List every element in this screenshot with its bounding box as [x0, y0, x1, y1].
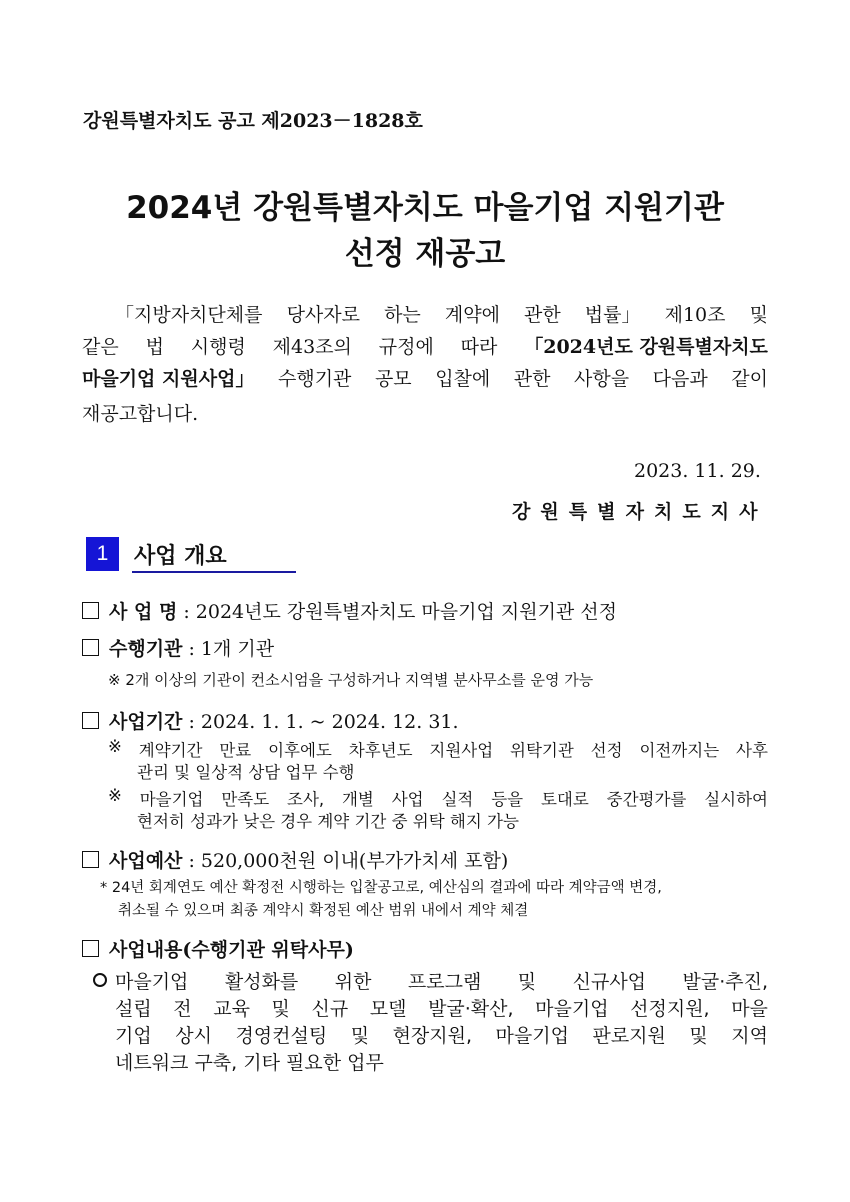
note-word: 지원사업 — [429, 741, 494, 760]
checkbox-square-icon — [82, 940, 99, 957]
period-note2-line1 — [108, 786, 768, 810]
contents-line-1 — [115, 967, 768, 994]
note-word: 등을 — [491, 790, 524, 809]
intro-word: 제10조 — [664, 304, 726, 326]
content-word: 설립 — [115, 998, 152, 1020]
content-word: 마을 — [731, 998, 768, 1020]
item-value: 2024. 1. 1. ~ 2024. 12. 31. — [200, 711, 459, 733]
checkbox-square-icon — [82, 851, 99, 868]
content-word: 신규사업 — [572, 971, 647, 993]
intro-word: 계약에 — [444, 304, 500, 326]
period-note2-line2: 현저히 성과가 낮은 경우 계약 기간 중 위탁 해지 가능 — [137, 812, 519, 831]
checkbox-square-icon — [82, 639, 99, 656]
content-word: 및 — [350, 1025, 370, 1047]
checkbox-square-icon — [82, 602, 99, 619]
content-word: 발굴‧확산, — [428, 998, 514, 1020]
agency-note: ※ 2개 이상의 기관이 컨소시엄을 구성하거나 지역별 분사무소를 운영 가능 — [108, 671, 594, 689]
document-title-line1: 2024년 강원특별자치도 마을기업 지원기관 — [126, 190, 724, 226]
contents-line-2 — [115, 994, 768, 1021]
section-underline — [132, 571, 296, 573]
budget-note-line1: * 24년 회계연도 예산 확정전 시행하는 입찰공고로, 예산심의 결과에 따라 계약금액 변경, — [100, 880, 662, 896]
item-label: 사 업 명 — [109, 601, 178, 623]
note-word: 중간평가를 — [606, 790, 687, 809]
item-budget — [82, 846, 508, 873]
content-word: 판로지원 — [592, 1025, 666, 1047]
item-label: 사업기간 — [109, 711, 183, 733]
note-word: 조사, — [287, 790, 325, 809]
content-word: 경영컨설팅 — [235, 1025, 328, 1047]
signatory-char: 별 — [597, 501, 616, 523]
content-word: 기업 — [115, 1025, 152, 1047]
content-word: 마을기업 — [115, 971, 189, 993]
item-agency — [82, 634, 274, 661]
signatory-char: 지 — [710, 501, 730, 523]
item-separator: : — [182, 638, 201, 660]
intro-word: 수행기관 — [277, 368, 352, 390]
content-word: 위한 — [334, 971, 372, 993]
intro-word: 및 — [749, 304, 768, 326]
intro-word: 따라 — [460, 336, 498, 358]
circle-bullet-icon — [93, 973, 107, 987]
signatory-char: 원 — [540, 501, 559, 523]
note-word: 사업 — [391, 790, 424, 809]
item-separator: : — [177, 601, 196, 623]
content-word: 활성화를 — [224, 971, 299, 993]
document-title-line2: 선정 재공고 — [344, 236, 506, 272]
intro-word: 같은 — [82, 336, 119, 358]
note-word: ※ — [108, 737, 122, 756]
intro-word: 같이 — [731, 368, 768, 390]
section-title: 사업 개요 — [134, 544, 227, 569]
note-word: 계약기간 — [138, 741, 203, 760]
item-label: 사업내용(수행기관 위탁사무) — [109, 939, 354, 961]
content-word: 현장지원, — [392, 1025, 473, 1047]
note-word: 실시하여 — [704, 790, 768, 809]
note-word: ※ — [108, 786, 122, 805]
note-word: 마을기업 — [139, 790, 204, 809]
signatory-char: 치 — [653, 501, 673, 523]
signatory-char: 자 — [625, 501, 644, 523]
note-word: 만족도 — [221, 790, 270, 809]
content-word: 마을기업 — [495, 1025, 569, 1047]
note-word: 차후년도 — [348, 741, 413, 760]
content-word: 및 — [517, 971, 537, 993]
content-word: 프로그램 — [407, 971, 482, 993]
signatory — [512, 497, 768, 524]
item-label: 사업예산 — [109, 850, 183, 872]
note-word: 토대로 — [540, 790, 589, 809]
note-word: 이후에도 — [268, 741, 332, 760]
item-value: 520,000천원 이내(부가가치세 포함) — [200, 850, 509, 872]
budget-note-line2: 취소될 수 있으며 최종 계약시 확정된 예산 범위 내에서 계약 체결 — [118, 903, 529, 919]
item-value: 2024년도 강원특별자치도 마을기업 지원기관 선정 — [195, 601, 618, 623]
intro-line-1 — [115, 300, 768, 327]
content-word: 지역 — [731, 1025, 768, 1047]
intro-word: 관한 — [524, 304, 561, 326]
period-note1-line2: 관리 및 일상적 상담 업무 수행 — [137, 763, 355, 782]
signatory-char: 사 — [739, 501, 758, 523]
intro-word: 관한 — [513, 368, 551, 390]
signatory-char: 도 — [682, 501, 701, 523]
item-value: 1개 기관 — [200, 638, 275, 660]
content-word: 마을기업 — [535, 998, 609, 1020]
item-contents — [82, 935, 354, 962]
content-word: 전 — [173, 998, 192, 1020]
content-word: 선정지원, — [630, 998, 710, 1020]
notice-number: 강원특별자치도 공고 제2023－1828호 — [83, 110, 423, 132]
item-separator: : — [182, 711, 201, 733]
period-note1-line1 — [108, 737, 768, 761]
note-word: 위탁기관 — [510, 741, 574, 760]
intro-word: 공모 — [374, 368, 412, 390]
note-word: 사후 — [736, 741, 768, 760]
checkbox-square-icon — [82, 712, 99, 729]
announcement-date: 2023. 11. 29. — [634, 460, 761, 482]
intro-line-2 — [82, 332, 768, 359]
content-word: 발굴‧추진, — [682, 971, 768, 993]
item-period — [82, 707, 459, 734]
intro-word: 「지방자치단체를 — [115, 304, 263, 326]
intro-word: 사항을 — [574, 368, 630, 390]
note-word: 개별 — [341, 790, 374, 809]
intro-word: 시행령 — [190, 336, 246, 358]
content-word: 상시 — [175, 1025, 212, 1047]
intro-line-3 — [82, 364, 768, 391]
intro-line-4: 재공고합니다. — [82, 403, 199, 425]
content-word: 및 — [689, 1025, 708, 1047]
contents-line-4: 네트워크 구축, 기타 필요한 업무 — [115, 1052, 384, 1074]
intro-word: 법 — [145, 336, 164, 358]
note-word: 선정 — [590, 741, 623, 760]
signatory-char: 특 — [568, 501, 588, 523]
intro-bold-word: 마을기업 지원사업」 — [82, 368, 255, 390]
item-separator: : — [182, 850, 201, 872]
intro-word: 법률」 — [584, 304, 641, 326]
intro-word: 규정에 — [378, 336, 434, 358]
item-label: 수행기관 — [109, 638, 183, 660]
signatory-char: 강 — [512, 501, 531, 523]
content-word: 모델 — [369, 998, 407, 1020]
content-word: 및 — [271, 998, 290, 1020]
content-word: 신규 — [311, 998, 349, 1020]
contents-line-3 — [115, 1021, 768, 1048]
content-word: 교육 — [213, 998, 250, 1020]
intro-word: 당사자로 — [286, 304, 360, 326]
note-word: 만료 — [219, 741, 252, 760]
section-number-badge: 1 — [86, 537, 119, 571]
item-business-name — [82, 597, 617, 624]
intro-bold-word: 「2024년도 강원특별자치도 — [524, 336, 768, 358]
note-word: 이전까지는 — [639, 741, 720, 760]
intro-word: 입찰에 — [435, 368, 491, 390]
intro-word: 제43조의 — [272, 336, 352, 358]
intro-word: 하는 — [384, 304, 421, 326]
intro-word: 다음과 — [652, 368, 708, 390]
note-word: 실적 — [441, 790, 474, 809]
